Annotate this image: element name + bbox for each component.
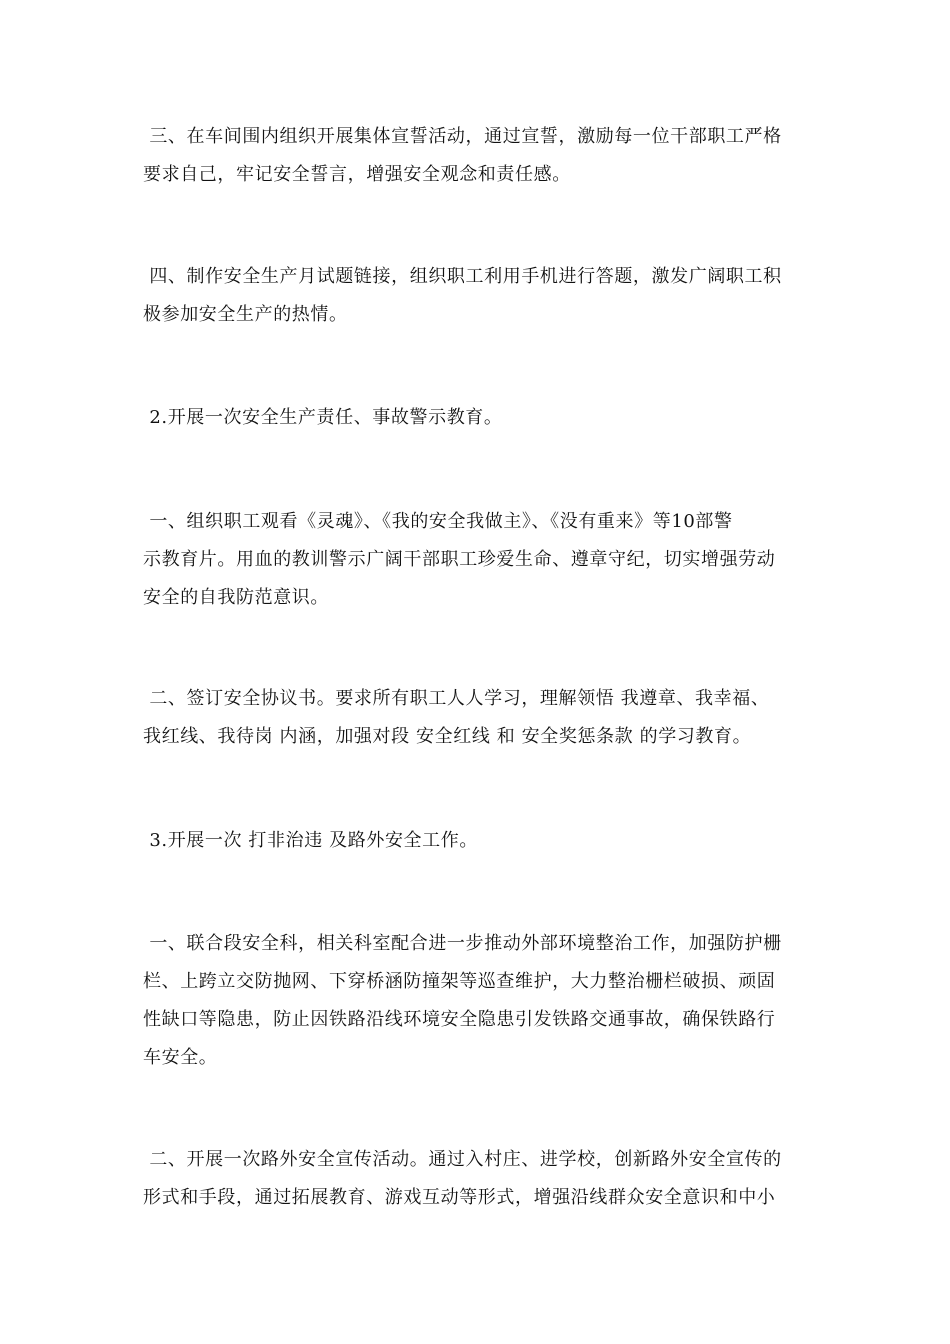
- paragraph-environment-rectification: [143, 925, 815, 1077]
- paragraph-line: 3.开展一次 打非治违 及路外安全工作。: [143, 830, 478, 851]
- paragraph-safety-campaign: [143, 1141, 815, 1217]
- paragraph-line: 三、在车间围内组织开展集体宣誓活动，通过宣誓，激励每一位干部职工严格: [143, 126, 782, 147]
- paragraph-line: 栏、上跨立交防抛网、下穿桥涵防撞架等巡查维护，大力整治栅栏破损、顽固: [143, 971, 776, 992]
- paragraph-warning-films: [143, 503, 815, 617]
- paragraph-pledge-activity: [143, 118, 815, 194]
- paragraph-line: 安全的自我防范意识。: [143, 587, 329, 608]
- section-heading-3: [143, 822, 815, 860]
- paragraph-line: 我红线、我待岗 内涵，加强对段 安全红线 和 安全奖惩条款 的学习教育。: [143, 726, 752, 747]
- paragraph-line: 四、制作安全生产月试题链接，组织职工利用手机进行答题，激发广阔职工积: [143, 266, 782, 287]
- paragraph-line: 二、开展一次路外安全宣传活动。通过入村庄、进学校，创新路外安全宣传的: [143, 1149, 782, 1170]
- paragraph-line: 示教育片。用血的教训警示广阔干部职工珍爱生命、遵章守纪，切实增强劳动: [143, 549, 776, 570]
- paragraph-line: 一、组织职工观看《灵魂》、《我的安全我做主》、《没有重来》等10部警: [143, 511, 733, 532]
- paragraph-line: 一、联合段安全科，相关科室配合进一步推动外部环境整治工作，加强防护栅: [143, 933, 782, 954]
- paragraph-line: 性缺口等隐患，防止因铁路沿线环境安全隐患引发铁路交通事故，确保铁路行: [143, 1009, 776, 1030]
- paragraph-line: 要求自己，牢记安全誓言，增强安全观念和责任感。: [143, 164, 571, 185]
- paragraph-line: 2.开展一次安全生产责任、事故警示教育。: [143, 407, 503, 428]
- paragraph-safety-agreement: [143, 680, 815, 756]
- paragraph-line: 二、签订安全协议书。要求所有职工人人学习，理解领悟 我遵章、我幸福、: [143, 688, 770, 709]
- paragraph-line: 极参加安全生产的热情。: [143, 304, 348, 325]
- paragraph-quiz-link: [143, 258, 815, 334]
- section-heading-2: [143, 399, 815, 437]
- paragraph-line: 形式和手段，通过拓展教育、游戏互动等形式，增强沿线群众安全意识和中小: [143, 1187, 776, 1208]
- paragraph-line: 车安全。: [143, 1047, 218, 1068]
